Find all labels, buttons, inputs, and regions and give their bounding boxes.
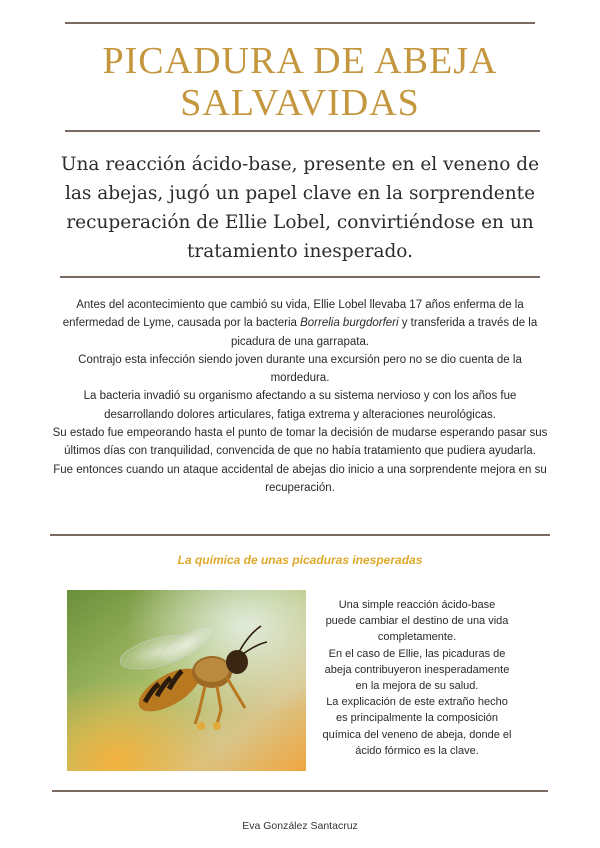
title-line-1: PICADURA DE ABEJA bbox=[102, 40, 498, 82]
intro-p1-text: Antes del acontecimiento que cambió su vida, Ellie Lobel llevaba 17 años enferma de la enfermedad de Lyme, causada por la bacteria bbox=[62, 299, 524, 330]
intro-paragraph-2: Contrajo esta infección siendo joven durante una excursión pero no se dio cuenta de la mordedura. bbox=[78, 353, 522, 385]
lead-paragraph: Una reacción ácido-base, presente en el veneno de las abejas, jugó un papel clave en la sorprendente recuperación de Ellie Lobel, convirtiéndose en un tratamiento inesperado. bbox=[60, 154, 540, 262]
side-paragraph-2: En el caso de Ellie, las picaduras de abeja contribuyeron inesperadamente en la mejora de su salud. bbox=[324, 647, 510, 693]
intro-paragraph-5: Fue entonces cuando un ataque accidental de abejas dio inicio a una sorprendente mejora en su recuperación. bbox=[53, 463, 547, 494]
section-heading: La química de unas picaduras inesperadas bbox=[177, 553, 423, 567]
intro-paragraph-1 bbox=[52, 296, 548, 351]
intro-text bbox=[52, 296, 548, 497]
side-paragraph-1: Una simple reacción ácido-base puede cambiar el destino de una vida completamente. bbox=[325, 599, 509, 644]
author-name: Eva González Santacruz bbox=[242, 820, 358, 832]
bee-illustration bbox=[67, 590, 306, 771]
title-line-2: SALVAVIDAS bbox=[180, 82, 420, 124]
intro-paragraph-3: La bacteria invadió su organismo afectando a su sistema nervioso y con los años fue desarrollando dolores articulares, fatiga extrema y alteraciones neurológicas. bbox=[83, 390, 517, 421]
intro-p1-text-end: y transferida a través de la picadura de una garrapata. bbox=[230, 317, 538, 348]
title-rule bbox=[65, 130, 540, 132]
side-paragraph-3: La explicación de este extraño hecho es principalmente la composición química del veneno de abeja, donde el ácido fórmico es la clave. bbox=[322, 696, 512, 757]
section-rule bbox=[50, 534, 550, 536]
bottom-rule bbox=[52, 790, 548, 792]
side-text bbox=[322, 597, 512, 759]
bee-photo bbox=[67, 590, 306, 771]
page-title bbox=[60, 40, 540, 124]
species-name: Borrelia burgdorferi bbox=[300, 317, 399, 330]
intro-paragraph-4: Su estado fue empeorando hasta el punto de tomar la decisión de mudarse esperando pasar sus últimos días con tranquilidad, convencida de que no había tratamiento que pudiera ayudarla. bbox=[52, 427, 548, 458]
lead-rule bbox=[60, 276, 540, 278]
top-rule bbox=[65, 22, 535, 24]
